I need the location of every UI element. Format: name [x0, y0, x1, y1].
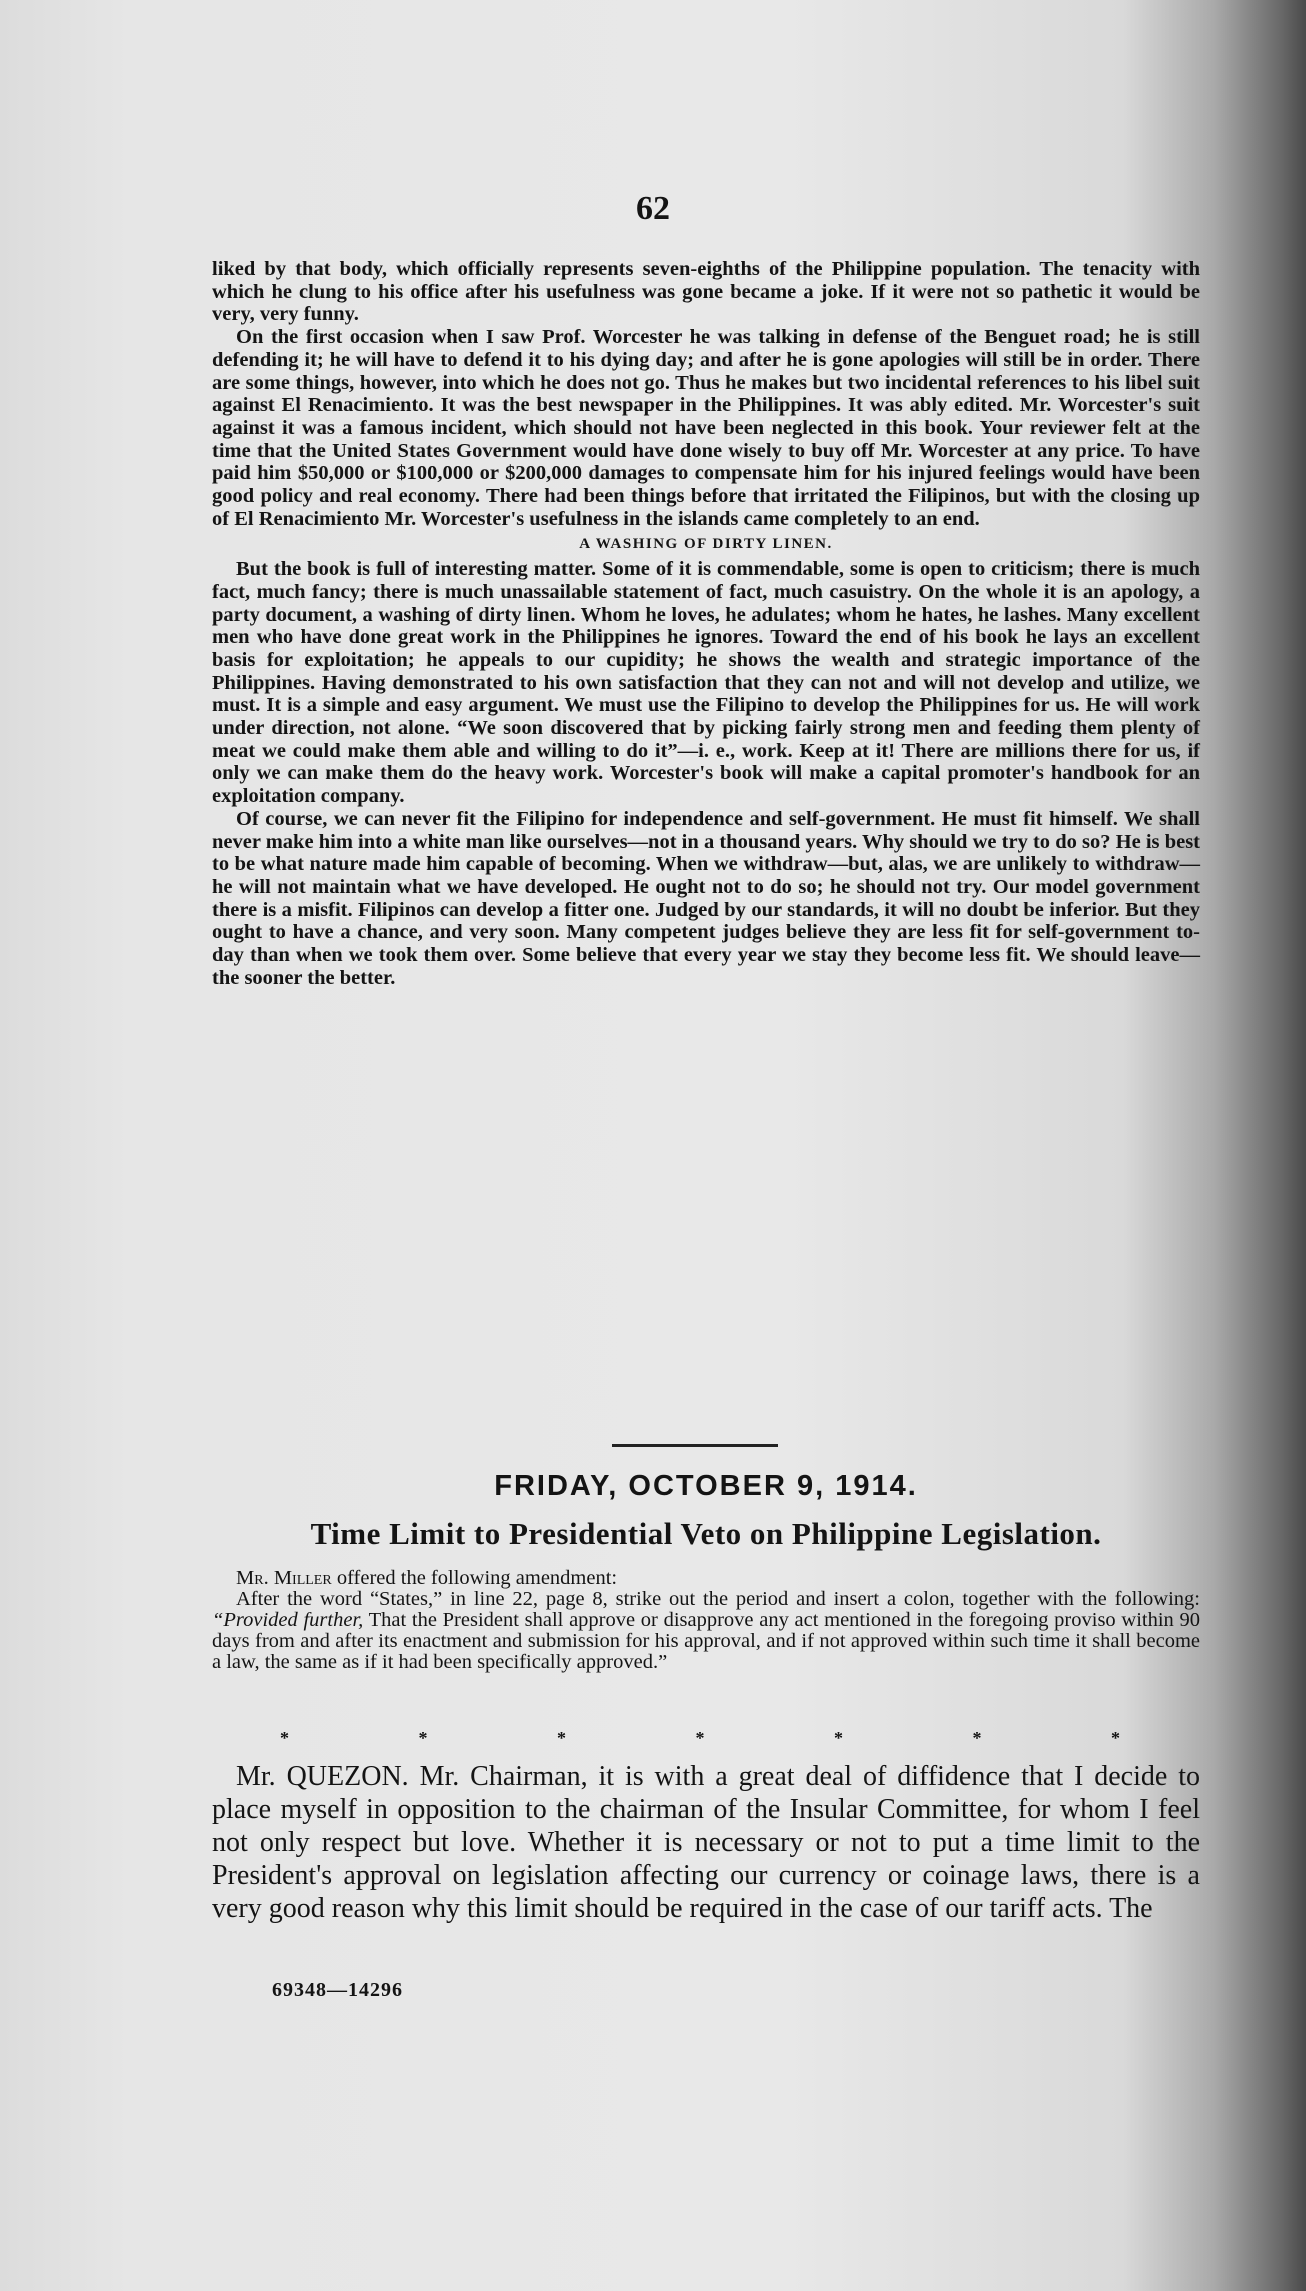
- amendment-text-part: After the word “States,” in line 22, page 8, strike out the period and insert a colon, together with the following:: [236, 1588, 1200, 1610]
- amendment-intro-text: offered the following amendment:: [331, 1567, 618, 1589]
- star: *: [557, 1728, 566, 1748]
- star: *: [280, 1728, 289, 1748]
- paragraph: liked by that body, which officially represents seven-eighths of the Philippine population. The tenacity with which he clung to his office after his usefulness was gone became a joke. If it were not so pathetic it would be very, very funny.: [212, 258, 1200, 326]
- paragraph: But the book is full of interesting matter. Some of it is commendable, some is open to criticism; there is much fact, much fancy; there is much unassailable statement of fact, much casuistry. On the whole it is an apology, a party document, a washing of dirty linen. Whom he loves, he adulates; whom he hates, he lashes. Many excellent men who have done great work in the Philippines he ignores. Toward the end of his book he lays an excellent basis for exploitation; he appeals to our cupidity; he shows the wealth and strategic importance of the Philippines. Having demonstrated to his own satisfaction that they can not and will not develop and utilize, we must. It is a simple and easy argument. We must use the Filipino to develop the Philippines for us. He will work under direction, not alone. “We soon discovered that by picking fairly strong men and feeding them plenty of meat we could make them able and willing to do it”—i. e., work. Keep at it! There are millions there for us, if only we can make them do the heavy work. Worcester's book will make a capital promoter's handbook for an exploitation company.: [212, 558, 1200, 808]
- article-body: [212, 258, 1200, 990]
- amendment-intro: [212, 1568, 1200, 1589]
- star: *: [695, 1728, 705, 1748]
- star: *: [418, 1728, 428, 1748]
- section-title: Time Limit to Presidential Veto on Philippine Legislation.: [310, 1516, 1102, 1551]
- print-code: 69348—14296: [272, 1979, 403, 2001]
- speech-block: [212, 1760, 1200, 1925]
- proviso-italic: “Provided further,: [212, 1609, 364, 1631]
- paragraph: Of course, we can never fit the Filipino for independence and self-government. He must fit himself. We shall never make him into a white man like ourselves—not in a thousand years. Why should we try to do so? He is best to be what nature made him capable of becoming. When we withdraw—but, alas, we are unlikely to withdraw—he will not maintain what we have developed. He ought not to do so; he should not try. Our model government there is a misfit. Filipinos can develop a fitter one. Judged by our standards, it will no doubt be inferior. But they ought to have a chance, and very soon. Many competent judges believe they are less fit for self-government to-day than when we took them over. Some believe that every year we stay they become less fit. We should leave—the sooner the better.: [212, 807, 1200, 989]
- section-subheading: A WASHING OF DIRTY LINEN.: [579, 536, 833, 553]
- amendment-block: [212, 1568, 1200, 1673]
- date-heading: FRIDAY, OCTOBER 9, 1914.: [494, 1470, 918, 1502]
- ellipsis-stars: [280, 1728, 1120, 1749]
- speaker-name: Mr. Miller: [236, 1567, 332, 1589]
- page-number: 62: [636, 190, 670, 227]
- star: *: [1111, 1728, 1120, 1748]
- speech-paragraph: Mr. QUEZON. Mr. Chairman, it is with a great deal of diffidence that I decide to place myself in opposition to the chairman of the Insular Committee, for whom I feel not only respect but love. Whether it is necessary or not to put a time limit to the President's approval on legislation affecting our currency or coinage laws, there is a very good reason why this limit should be required in the case of our tariff acts. The: [212, 1761, 1200, 1924]
- star: *: [834, 1728, 843, 1748]
- paragraph: On the first occasion when I saw Prof. Worcester he was talking in defense of the Benguet road; he is still defending it; he will have to defend it to his dying day; and after he is gone apologies will still be in order. There are some things, however, into which he does not go. Thus he makes but two incidental references to his libel suit against El Renacimiento. It was the best newspaper in the Philippines. It was ably edited. Mr. Worcester's suit against it was a famous incident, which should not have been neglected in this book. Your reviewer felt at the time that the United States Government would have done wisely to buy off Mr. Worcester at any price. To have paid him $50,000 or $100,000 or $200,000 damages to compensate him for his injured feelings would have been good policy and real economy. There had been things before that irritated the Filipinos, but with the closing up of El Renacimiento Mr. Worcester's usefulness in the islands came completely to an end.: [212, 326, 1200, 530]
- star: *: [972, 1728, 982, 1748]
- amendment-text-part: That the President shall approve or disapprove any act mentioned in the foregoing proviso within 90 days from and after its enactment and submission for his approval, and if not approved within such time it shall become a law, the same as if it had been specifically approved.”: [212, 1609, 1200, 1673]
- section-divider: [612, 1444, 778, 1447]
- amendment-text: [212, 1589, 1200, 1673]
